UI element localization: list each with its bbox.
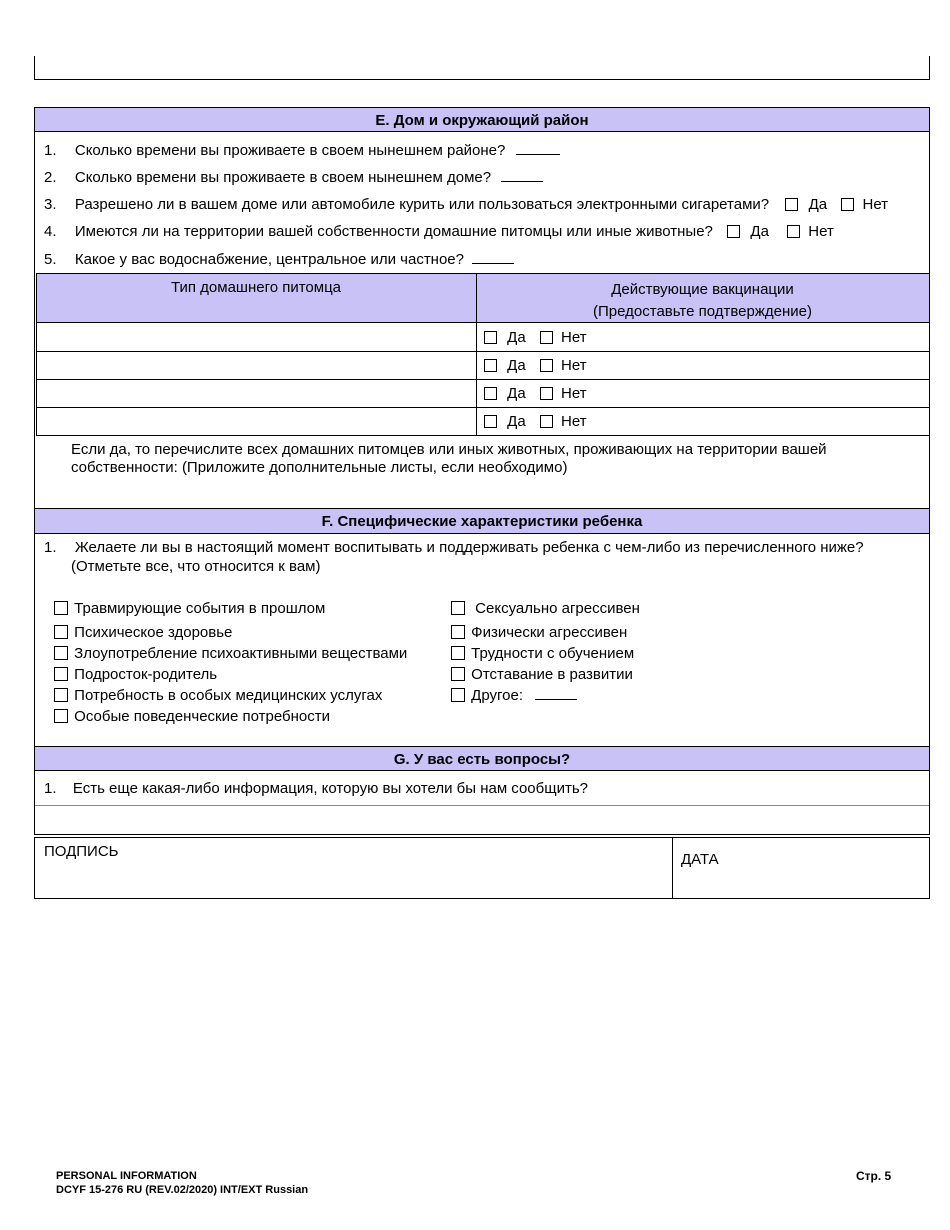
- vaccination-yes-checkbox[interactable]: [484, 415, 497, 428]
- question-g1: [44, 780, 588, 797]
- section-f-title: F. Специфические характеристики ребенка: [321, 513, 643, 530]
- option-other: [451, 687, 577, 704]
- question-number: 1.: [44, 539, 57, 556]
- option-label: Физически агрессивен: [471, 624, 628, 641]
- vaccination-yes-checkbox[interactable]: [484, 331, 497, 344]
- yes-label: Да: [507, 329, 526, 346]
- date-label: ДАТА: [681, 851, 719, 868]
- no-label: Нет: [561, 413, 587, 430]
- no-label: Нет: [561, 385, 587, 402]
- vaccination-no-checkbox[interactable]: [540, 387, 553, 400]
- section-e-title: E. Дом и окружающий район: [375, 112, 589, 129]
- previous-section-box: [34, 56, 930, 80]
- signature-label: ПОДПИСЬ: [44, 843, 119, 860]
- question-f1: [44, 538, 864, 557]
- yes-label: Да: [507, 385, 526, 402]
- section-f-header: [35, 508, 929, 534]
- question-e3: [44, 196, 888, 213]
- option-sexually-aggressive: [451, 600, 640, 617]
- vaccination-no-checkbox[interactable]: [540, 415, 553, 428]
- pets-note: Если да, то перечислите всех домашних питомцев или иных животных, проживающих на территории вашей собственности: (Приложите дополнительные листы, если необходимо): [71, 441, 827, 476]
- question-e1: [44, 142, 560, 159]
- yes-label: Да: [507, 357, 526, 374]
- question-text: Сколько времени вы проживаете в своем нынешнем доме?: [74, 169, 492, 186]
- page-number: Стр. 5: [856, 1169, 892, 1183]
- option-checkbox[interactable]: [54, 625, 68, 639]
- question-number: 4.: [44, 223, 57, 240]
- option-checkbox[interactable]: [451, 667, 465, 681]
- footer-line1: PERSONAL INFORMATION: [56, 1170, 197, 1182]
- question-number: 2.: [44, 169, 57, 186]
- pet-type-cell[interactable]: [37, 324, 475, 350]
- option-label: Особые поведенческие потребности: [74, 708, 330, 725]
- question-e5: [44, 251, 514, 268]
- vaccination-header-line1: Действующие вакцинации: [611, 281, 794, 298]
- water-supply-field[interactable]: [472, 262, 514, 264]
- option-label: Отставание в развитии: [471, 666, 633, 683]
- question-number: 1.: [44, 142, 57, 159]
- question-text: Есть еще какая-либо информация, которую вы хотели бы нам сообщить?: [72, 780, 588, 797]
- option-label: Потребность в особых медицинских услугах: [74, 687, 383, 704]
- table-row-divider: [36, 435, 929, 436]
- option-label: Подросток-родитель: [74, 666, 218, 683]
- pet-type-cell[interactable]: [37, 352, 475, 378]
- option-physically-aggressive: [451, 624, 627, 641]
- option-checkbox[interactable]: [54, 667, 68, 681]
- question-e2: [44, 169, 543, 186]
- option-trauma: [54, 600, 325, 617]
- pet-type-header: [36, 279, 476, 296]
- question-number: 3.: [44, 196, 57, 213]
- question-text: Какое у вас водоснабжение, центральное или частное?: [74, 251, 464, 268]
- question-number: 1.: [44, 780, 57, 797]
- question-text: Разрешено ли в вашем доме или автомобиле курить или пользоваться электронными сигаретами?: [74, 196, 770, 213]
- smoking-yes-checkbox[interactable]: [785, 198, 798, 211]
- question-f1-hint: (Отметьте все, что относится к вам): [71, 558, 321, 575]
- pet-type-cell[interactable]: [37, 408, 475, 434]
- additional-info-field[interactable]: [35, 806, 929, 834]
- option-checkbox[interactable]: [451, 625, 465, 639]
- other-field[interactable]: [535, 698, 577, 700]
- vaccination-row: [484, 329, 587, 346]
- option-substance-abuse: [54, 645, 407, 662]
- option-checkbox[interactable]: [451, 688, 465, 702]
- no-label: Нет: [561, 329, 587, 346]
- option-label: Психическое здоровье: [74, 624, 233, 641]
- option-label: Злоупотребление психоактивными веществами: [74, 645, 408, 662]
- option-label: Сексуально агрессивен: [475, 600, 640, 617]
- pets-yes-checkbox[interactable]: [727, 225, 740, 238]
- pet-type-header-label: Тип домашнего питомца: [170, 279, 342, 296]
- vaccination-no-checkbox[interactable]: [540, 331, 553, 344]
- vaccination-yes-checkbox[interactable]: [484, 359, 497, 372]
- option-checkbox[interactable]: [451, 646, 465, 660]
- pets-no-checkbox[interactable]: [787, 225, 800, 238]
- option-teen-parent: [54, 666, 217, 683]
- question-text: Имеются ли на территории вашей собственности домашние питомцы или иные животные?: [74, 223, 713, 240]
- option-label: Травмирующие события в прошлом: [74, 600, 326, 617]
- vaccination-row: [484, 357, 587, 374]
- option-checkbox[interactable]: [451, 601, 465, 615]
- option-checkbox[interactable]: [54, 646, 68, 660]
- footer-info: [56, 1169, 308, 1197]
- signature-field[interactable]: [35, 838, 671, 898]
- section-g-header: [35, 746, 929, 771]
- option-mental-health: [54, 624, 232, 641]
- no-label: Нет: [561, 357, 587, 374]
- option-checkbox[interactable]: [54, 688, 68, 702]
- no-label: Нет: [808, 223, 834, 240]
- option-developmental-delay: [451, 666, 633, 683]
- pet-type-cell[interactable]: [37, 380, 475, 406]
- neighborhood-duration-field[interactable]: [516, 153, 560, 155]
- footer-form-id: DCYF 15-276 RU (REV.02/2020) INT/EXT Russian: [56, 1184, 309, 1196]
- vaccination-header-line2: (Предоставьте подтверждение): [593, 303, 812, 320]
- question-number: 5.: [44, 251, 57, 268]
- vaccination-no-checkbox[interactable]: [540, 359, 553, 372]
- vaccination-header: [476, 279, 929, 323]
- yes-label: Да: [750, 223, 769, 240]
- option-medical-needs: [54, 687, 382, 704]
- option-behavioral-needs: [54, 708, 330, 725]
- vaccination-yes-checkbox[interactable]: [484, 387, 497, 400]
- question-e4: [44, 223, 834, 240]
- question-text: Сколько времени вы проживаете в своем нынешнем районе?: [74, 142, 506, 159]
- home-duration-field[interactable]: [501, 180, 543, 182]
- option-checkbox[interactable]: [54, 601, 68, 615]
- yes-label: Да: [507, 413, 526, 430]
- yes-label: Да: [808, 196, 828, 213]
- date-field[interactable]: [673, 838, 929, 898]
- pet-table: [36, 273, 929, 436]
- no-label: Нет: [862, 196, 889, 213]
- smoking-no-checkbox[interactable]: [841, 198, 854, 211]
- vaccination-row: [484, 413, 587, 430]
- table-column-divider: [476, 273, 477, 436]
- option-learning-difficulties: [451, 645, 634, 662]
- vaccination-row: [484, 385, 587, 402]
- section-e-header: [35, 107, 929, 132]
- option-checkbox[interactable]: [54, 709, 68, 723]
- option-label: Трудности с обучением: [471, 645, 635, 662]
- question-text: Желаете ли вы в настоящий момент воспитывать и поддерживать ребенка с чем-либо из перечисленного ниже?: [74, 539, 864, 556]
- option-label: Другое:: [471, 687, 523, 704]
- section-g-title: G. У вас есть вопросы?: [393, 751, 571, 768]
